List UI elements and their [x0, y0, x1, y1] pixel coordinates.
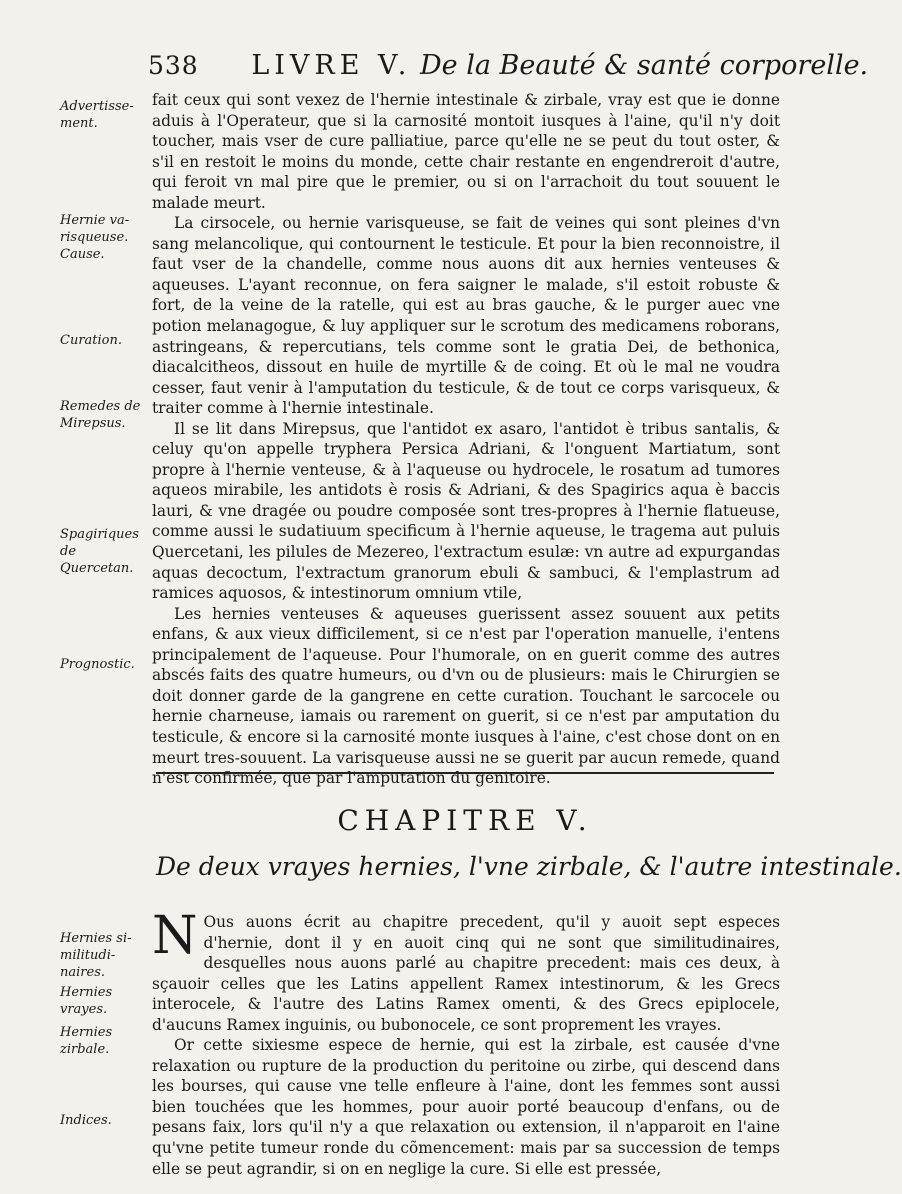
margin-note: Hernies zirbale. [60, 1025, 113, 1057]
margin-note: Hernies vrayes. [60, 985, 113, 1017]
body-text [152, 90, 780, 789]
chapter-subtitle: De deux vrayes hernies, l'vne zirbale, & l'autre intestinale. [156, 852, 902, 881]
running-title: De la Beauté & santé corporelle. [419, 50, 869, 81]
paragraph: Les hernies venteuses & aqueuses guerissent assez souuent aux petits enfans, & aux vieux difficilement, si ce n'est par l'operation manuelle, i'entens principalement de l'aqueuse. Pour l'humorale, on en guerit comme des autres abscés faits des quatre humeurs, ou d'vn ou de plusieurs: mais le Chirurgien se doit donner garde de la gangrene en cette curation. Touchant le sarcocele ou hernie charneuse, iamais ou rarement on guerit, si ce n'est par amputation du testicule, & encore si la carnosité monte iusques à l'aine, c'est chose dont on en meurt tres-souuent. La varisqueuse aussi ne se guerit par aucun remede, quand n'est confirmée, que par l'amputation du genitoire. [152, 604, 780, 788]
paragraph: fait ceux qui sont vexez de l'hernie intestinale & zirbale, vray est que ie donne aduis à l'Operateur, que si la carnosité montoit iusques à l'aine, qu'il n'y doit toucher, mais vser de cure palliatiue, parce qu'elle ne se peut du tout oster, & s'il en restoit le moins du monde, cette chair restante en engendreroit d'autre, qui feroit vn mal pire que le premier, ou si on l'arrachoit du tout souuent le malade meurt. [152, 91, 780, 212]
margin-note: Advertisse-ment. [60, 99, 134, 131]
book-label: LIVRE V. [251, 50, 412, 81]
running-header [148, 50, 869, 84]
paragraph [152, 906, 780, 1035]
chapter-body [152, 906, 780, 1179]
margin-note: Spagiriques de Quercetan. [60, 527, 139, 576]
margin-note: Hernies si-militudi-naires. [60, 931, 132, 980]
paragraph: Il se lit dans Mirepsus, que l'antidot ex asaro, l'antidot è tribus santalis, & celuy qu'on appelle tryphera Persica Adriani, & l'onguent Martiatum, sont propre à l'hernie venteuse, & à l'aqueuse ou hydrocele, le rosatum ad tumores aqueos mirabile, les antidots è rosis & Adriani, & des Spagirics aqua è baccis lauri, & vne dragée ou poudre composée sont tres-propres à l'hernie flatueuse, comme aussi le sudatiuum specificum à l'hernie aqueuse, le tragema aut puluis Quercetani, les pilules de Mezereo, l'extractum esulæ: vn autre ad expurgandas aquas decoctum, l'extractum granorum ebuli & sambuci, & l'emplastrum ad ramices aquosos, & intestinorum omnium vtile, [152, 419, 780, 603]
margin-note: Curation. [60, 333, 122, 348]
paragraph-text: Ous auons écrit au chapitre precedent, qu'il y auoit sept especes d'hernie, dont il y en auoit cinq qui ne sont que similitudinaires, desquelles nous auons parlé au chapitre precedent: mais ces deux, à sçauoir celles que les Latins appellent Ramex intestinorum, & les Grecs interocele, & l'autre des Latins Ramex omenti, & des Grecs epiplocele, d'aucuns Ramex inguinis, ou bubonocele, ce sont proprement les vrayes. [152, 913, 780, 1034]
section-rule [156, 772, 774, 774]
page-number: 538 [148, 51, 199, 80]
paragraph: Or cette sixiesme espece de hernie, qui est la zirbale, est causée d'vne relaxation ou rupture de la production du peritoine ou zirbe, qui descend dans les bourses, qui cause vne telle enfleure à l'aine, dont les femmes sont aussi bien touchées que les hommes, pour auoir porté beaucoup d'enfans, ou de pesans faix, lors qu'il n'y a que relaxation ou extension, il n'apparoit en l'aine qu'vne petite tumeur ronde du cõmencement: mais par sa succession de temps elle se peut agrandir, si on en neglige la cure. Si elle est pressée, [152, 1036, 780, 1178]
margin-note: Prognostic. [60, 657, 135, 672]
paragraph: La cirsocele, ou hernie varisqueuse, se fait de veines qui sont pleines d'vn sang melancolique, qui contournent le testicule. Et pour la bien reconnoistre, il faut vser de la chandelle, comme nous auons dit aux hernies venteuses & aqueuses. L'ayant reconnue, on fera saigner le malade, s'il estoit robuste & fort, de la veine de la ratelle, qui est au bras gauche, & le purger auec vne potion melanagogue, & luy appliquer sur le scrotum des medicamens roborans, astringeans, & repercutians, tels comme sont le gratia Dei, de bethonica, diacalcitheos, dissout en huile de myrtille & de coing. Et où le mal ne voudra cesser, faut venir à l'amputation du testicule, & de tout ce corps varisqueux, & traiter comme à l'hernie intestinale. [152, 214, 780, 418]
chapter-title: CHAPITRE V. [337, 804, 593, 837]
margin-note: Indices. [60, 1113, 112, 1128]
margin-note: Hernie va-risqueuse. Cause. [60, 213, 130, 262]
margin-note: Remedes de Mirepsus. [60, 399, 141, 431]
drop-cap: N [152, 906, 198, 966]
